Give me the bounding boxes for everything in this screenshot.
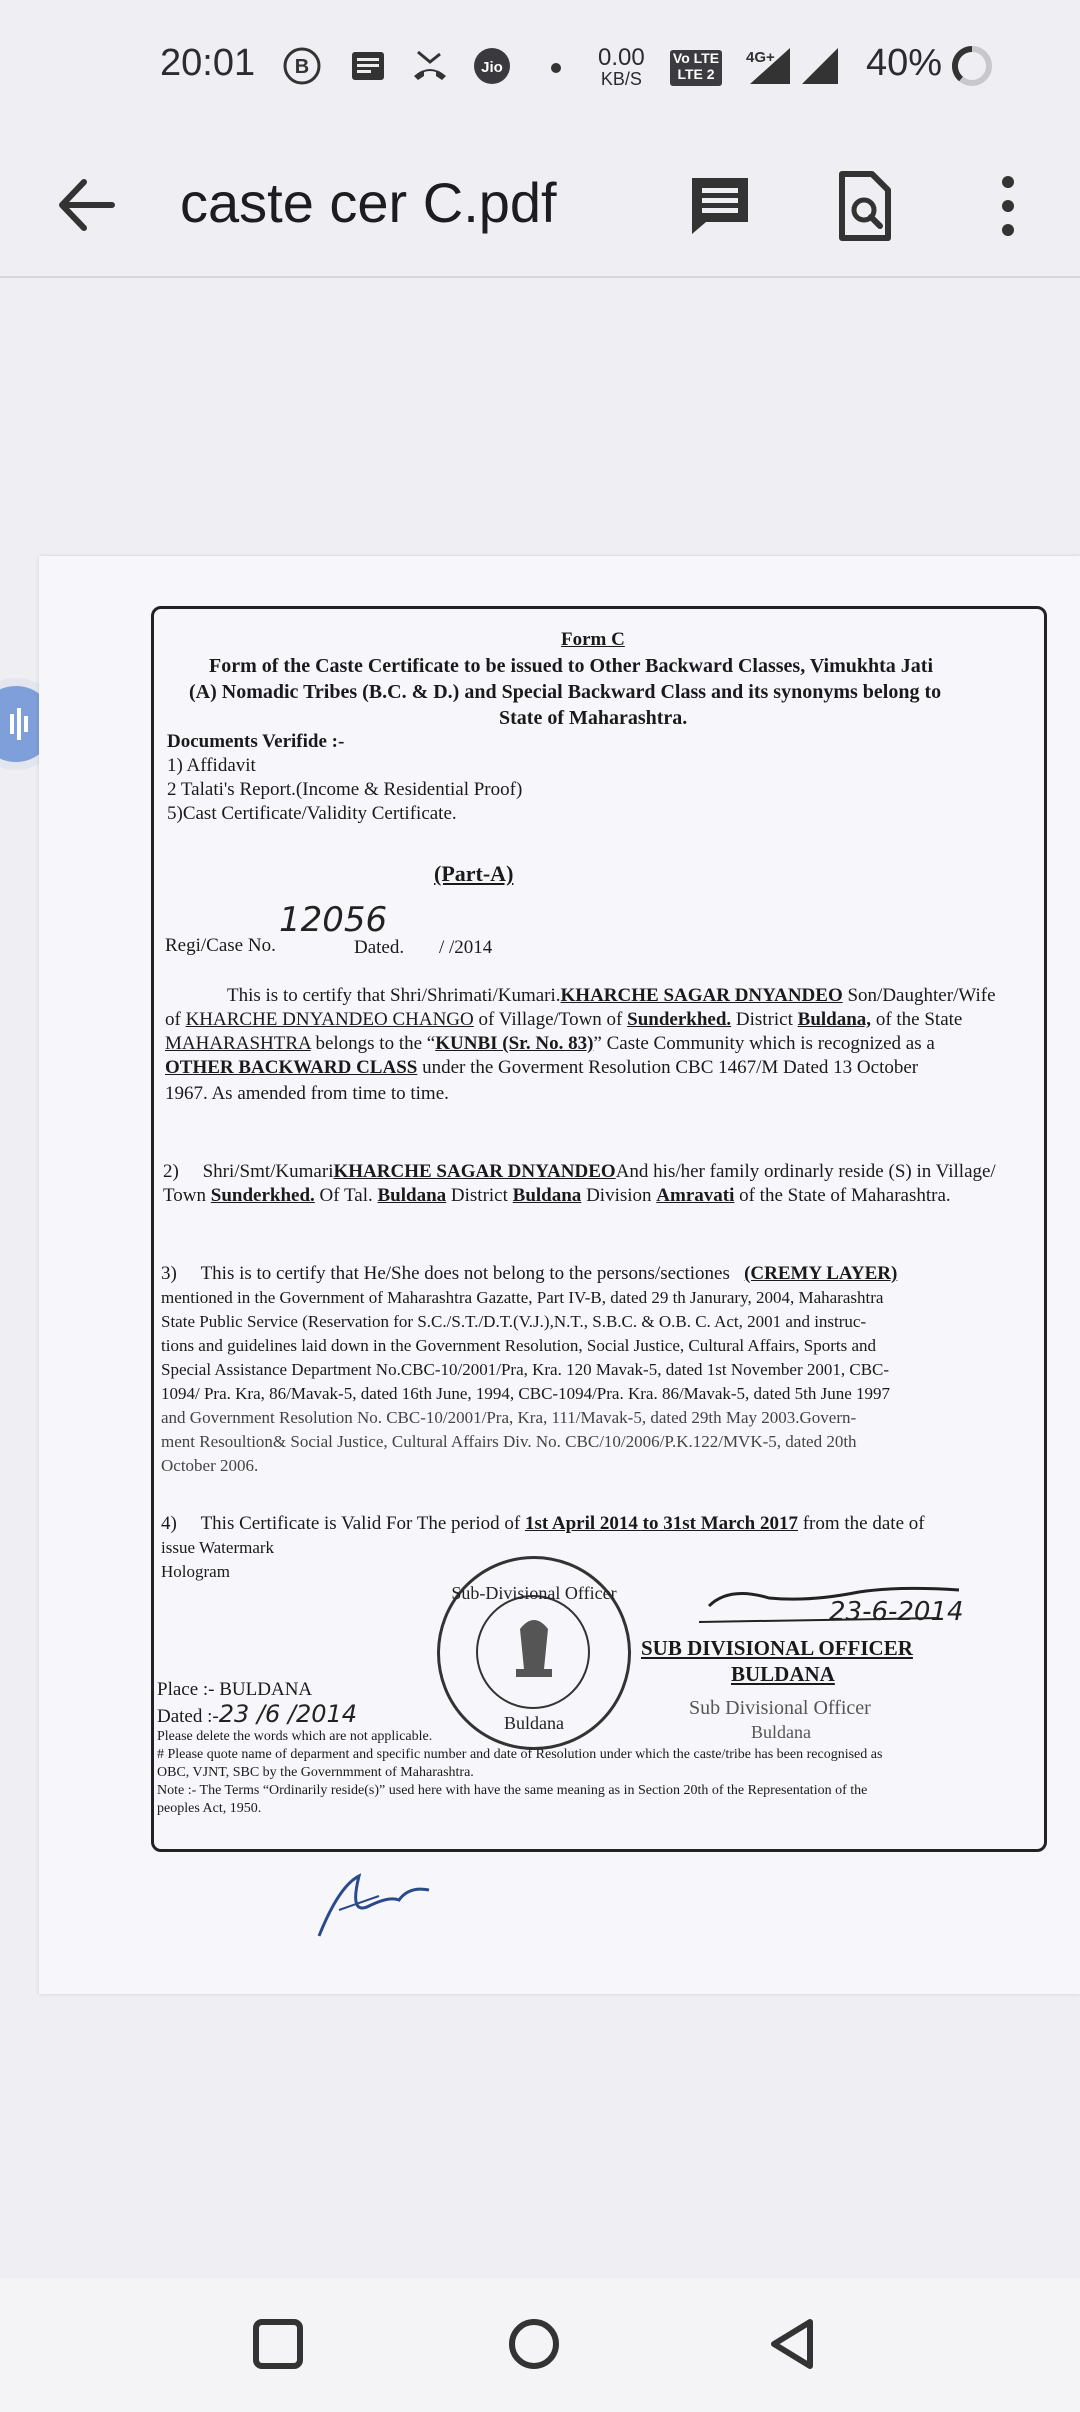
signature-date: 23-6-2014 bbox=[829, 1597, 964, 1627]
footnote: OBC, VJNT, SBC by the Governmment of Maharashtra. bbox=[157, 1765, 474, 1780]
missed-call-icon bbox=[410, 46, 450, 86]
svg-text:B: B bbox=[294, 56, 310, 78]
para3-line: October 2006. bbox=[161, 1456, 259, 1475]
regi-number: 12056 bbox=[279, 900, 388, 940]
document-title: caste cer C.pdf bbox=[180, 171, 557, 234]
svg-text:4G+: 4G+ bbox=[746, 49, 775, 66]
heading-line: Form of the Caste Certificate to be issued to Other Backward Classes, Vimukhta Jati bbox=[209, 655, 933, 677]
search-document-icon[interactable] bbox=[824, 166, 904, 246]
para4-line2: issue Watermark bbox=[161, 1538, 275, 1557]
more-vert-icon[interactable] bbox=[968, 166, 1048, 246]
dated-value: / /2014 bbox=[439, 937, 493, 958]
clock: 20:01 bbox=[160, 42, 256, 84]
doc-item: 5)Cast Certificate/Validity Certificate. bbox=[167, 803, 457, 824]
para4-line1: 4) This Certificate is Valid For The period of 1st April 2014 to 31st March 2017 from the date of bbox=[161, 1513, 925, 1534]
doc-item: 2 Talati's Report.(Income & Residential Proof) bbox=[167, 779, 523, 800]
para4-line3: Hologram bbox=[161, 1562, 230, 1581]
dot-icon bbox=[536, 46, 576, 86]
network-speed: 0.00 KB/S bbox=[598, 44, 645, 89]
para1-line2: of KHARCHE DNYANDEO CHANGO of Village/Town of Sunderkhed. District Buldana, of the State bbox=[165, 1009, 963, 1030]
para3-line: tions and guidelines laid down in the Government Resolution, Social Justice, Cultural Affairs, Sports and bbox=[161, 1336, 877, 1355]
app-toolbar bbox=[0, 140, 1080, 278]
battery-ring-icon bbox=[950, 44, 994, 88]
para2-line2: Town Sunderkhed. Of Tal. Buldana District Buldana Division Amravati of the State of Maharashtra. bbox=[163, 1185, 951, 1206]
docs-label: Documents Verifide :- bbox=[167, 731, 345, 752]
footnote: peoples Act, 1950. bbox=[157, 1801, 262, 1816]
footnote: Note :- The Terms “Ordinarily reside(s)” used here with have the same meaning as in Section 20th of the Representation of the bbox=[157, 1783, 868, 1798]
para1-line3: MAHARASHTRA belongs to the “KUNBI (Sr. No. 83)” Caste Community which is recognized as a bbox=[165, 1033, 935, 1054]
stamp-line: Sub Divisional Officer bbox=[689, 1697, 871, 1719]
para2-line1: 2) Shri/Smt/KumariKHARCHE SAGAR DNYANDEOAnd his/her family ordinarly reside (S) in Village/ bbox=[163, 1161, 996, 1182]
comment-icon[interactable] bbox=[680, 166, 760, 246]
footnote: Please delete the words which are not applicable. bbox=[157, 1729, 433, 1744]
back-arrow-icon[interactable] bbox=[50, 170, 120, 240]
circle-icon[interactable] bbox=[498, 2308, 570, 2380]
heading-line: State of Maharashtra. bbox=[499, 707, 688, 729]
para3-line: ment Resoultion& Social Justice, Cultural Affairs Div. No. CBC/10/2006/P.K.122/MVK-5, dated 20th bbox=[161, 1432, 857, 1451]
signal-icon bbox=[800, 46, 840, 86]
jio-icon bbox=[472, 46, 512, 86]
para3-line: State Public Service (Reservation for S.C./S.T./D.T.(V.J.),N.T., S.B.C. & O.B. C. Act, 2001 and instruc- bbox=[161, 1312, 867, 1331]
b-notification-icon bbox=[282, 46, 322, 86]
message-notification-icon bbox=[348, 46, 388, 86]
form-title: Form C bbox=[561, 629, 625, 650]
svg-text:Jio: Jio bbox=[481, 59, 503, 76]
pdf-page bbox=[39, 556, 1080, 1994]
seal-emblem-icon bbox=[440, 1559, 628, 1747]
square-icon[interactable] bbox=[242, 2308, 314, 2380]
battery-percent: 40% bbox=[866, 42, 943, 84]
volte-badge: Vo LTE LTE 2 bbox=[670, 50, 722, 86]
svg-text:Sub-Divisional Officer: Sub-Divisional Officer bbox=[451, 1583, 617, 1603]
para1-line4: OTHER BACKWARD CLASS under the Goverment Resolution CBC 1467/M Dated 13 October bbox=[165, 1057, 919, 1078]
system-navbar bbox=[0, 2278, 1080, 2412]
heading-line: (A) Nomadic Tribes (B.C. & D.) and Special Backward Class and its synonyms belong to bbox=[189, 681, 942, 703]
para3-line: and Government Resolution No. CBC-10/2001/Pra, Kra, 111/Mavak-5, dated 29th May 2003.Govern- bbox=[161, 1408, 857, 1427]
officer-place: BULDANA bbox=[731, 1662, 835, 1686]
para1-line5: 1967. As amended from time to time. bbox=[165, 1083, 449, 1104]
para1-line1: This is to certify that Shri/Shrimati/Kumari.KHARCHE SAGAR DNYANDEO Son/Daughter/Wife bbox=[227, 985, 996, 1006]
svg-text:Buldana: Buldana bbox=[504, 1713, 564, 1733]
officer-title: SUB DIVISIONAL OFFICER bbox=[641, 1636, 913, 1660]
handwritten-initials bbox=[309, 1866, 439, 1946]
triangle-back-icon[interactable] bbox=[756, 2308, 828, 2380]
para3-line: 1094/ Pra. Kra, 86/Mavak-5, dated 16th June, 1994, CBC-1094/Pra. Kra. 86/Mavak-5, dated 5th June 1997 bbox=[161, 1384, 890, 1403]
para3-line: mentioned in the Government of Maharashtra Gazatte, Part IV-B, dated 29 th Janurary, 2004, Maharashtra bbox=[161, 1288, 884, 1307]
dated-bottom: Dated :-23 /6 /2014 bbox=[157, 1700, 358, 1728]
footnote: # Please quote name of deparment and specific number and date of Resolution under which the caste/tribe has been recognised as bbox=[157, 1747, 883, 1762]
part-heading: (Part-A) bbox=[434, 861, 514, 886]
regi-label: Regi/Case No. bbox=[165, 935, 276, 956]
stamp-line: Buldana bbox=[751, 1722, 811, 1742]
place: Place :- BULDANA bbox=[157, 1679, 313, 1700]
doc-item: 1) Affidavit bbox=[167, 755, 256, 776]
official-seal bbox=[437, 1556, 631, 1750]
para3-line: Special Assistance Department No.CBC-10/2001/Pra, Kra. 120 Mavak-5, dated 1st November 2001, CBC- bbox=[161, 1360, 890, 1379]
status-bar bbox=[0, 0, 1080, 140]
para3-line1: 3) This is to certify that He/She does not belong to the persons/sectiones (CREMY LAYER) bbox=[161, 1263, 898, 1284]
signal-4g-icon bbox=[732, 46, 792, 86]
dated-label: Dated. bbox=[354, 937, 405, 958]
